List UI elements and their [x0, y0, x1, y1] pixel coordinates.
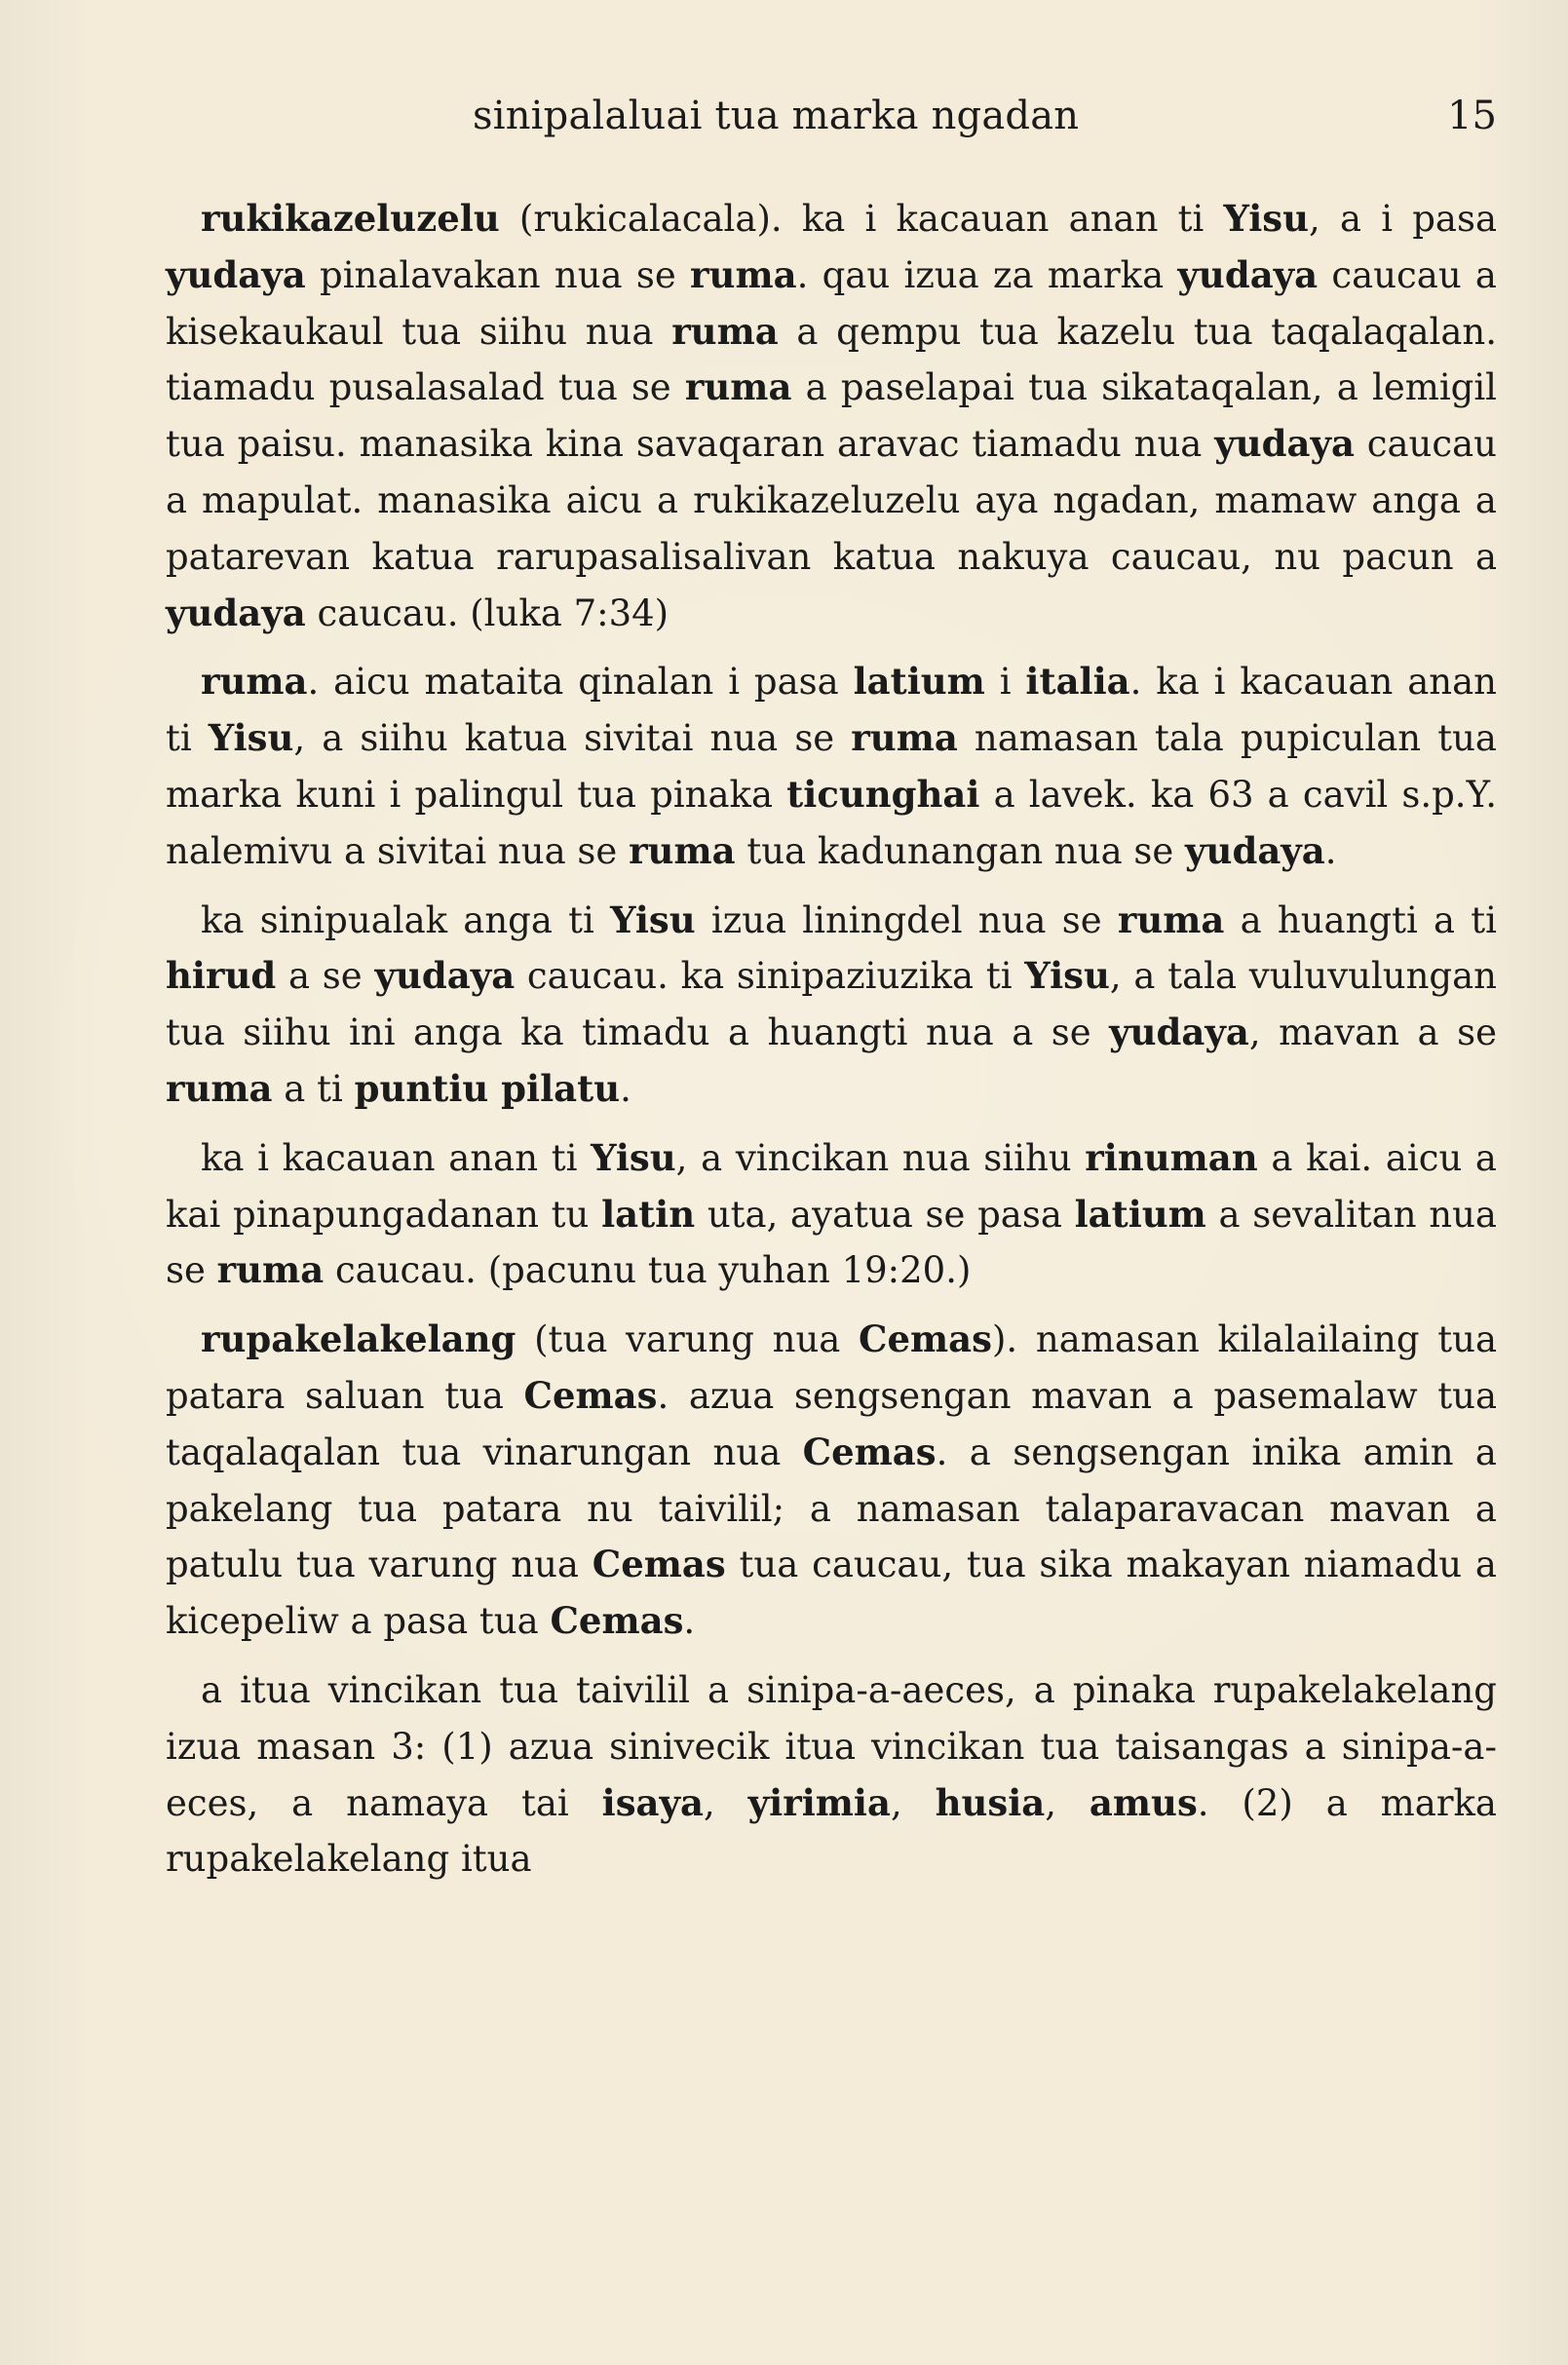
document-body [166, 191, 1497, 1888]
bold-word: hirud [166, 954, 277, 998]
body-text: . [683, 1600, 696, 1643]
bold-word: yudaya [1185, 828, 1325, 872]
bold-word: yudaya [374, 954, 516, 998]
bold-word: rinuman [1085, 1135, 1258, 1179]
entry-term: rukikazeluzelu [201, 197, 500, 240]
bold-word: Yisu [1223, 197, 1310, 240]
bold-word: yudaya [166, 591, 306, 634]
bold-word: puntiu pilatu [354, 1066, 621, 1110]
body-text: , [703, 1781, 748, 1824]
body-text: a ti [272, 1067, 355, 1110]
bold-word: ruma [216, 1248, 325, 1292]
body-text: , a siihu katua sivitai nua se [293, 717, 852, 760]
body-text: uta, ayatua se pasa [695, 1193, 1075, 1236]
bold-word: ruma [684, 365, 792, 409]
bold-word: ticunghai [786, 772, 980, 816]
bold-word: ruma [671, 309, 779, 353]
bold-word: Yisu [1024, 954, 1110, 998]
body-text: pinalavakan nua se [305, 253, 691, 296]
bold-word: latin [601, 1192, 696, 1236]
bold-word: yudaya [1214, 422, 1355, 466]
paragraph [166, 1312, 1497, 1650]
body-text: a kai. aicu a kai pinapungadanan tu [166, 1136, 1497, 1236]
bold-word: Cemas [550, 1599, 684, 1643]
bold-word: latium [1074, 1192, 1206, 1236]
bold-word: isaya [601, 1780, 704, 1824]
bold-word: Cemas [523, 1373, 658, 1417]
body-text: a sevalitan nua se [166, 1193, 1497, 1292]
body-text: izua liningdel nua se [695, 898, 1118, 941]
body-text: ). namasan kilalailaing tua patara saluan tua [166, 1318, 1497, 1417]
body-text: (rukicalacala). ka i kacauan anan ti [499, 198, 1224, 240]
bold-word: Cemas [592, 1543, 726, 1586]
bold-word: latium [853, 660, 985, 704]
body-text: tua caucau, tua sika makayan niamadu a kicepeliw a pasa tua [166, 1544, 1497, 1643]
paragraph [166, 893, 1497, 1118]
paragraph [166, 654, 1497, 879]
paragraph [166, 191, 1497, 641]
bold-word: amus [1089, 1780, 1198, 1824]
bold-word: yirimia [747, 1780, 891, 1824]
bold-word: yudaya [1177, 252, 1319, 296]
body-text: a itua vincikan tua taivilil a sinipa-a-aeces, a pinaka rupakelakelang izua masan 3: (1) azua sinivecik itua vincikan tua taisangas a sinipa-a-eces, a namaya tai [166, 1668, 1497, 1824]
bold-word: husia [935, 1780, 1046, 1824]
body-text: . (2) a marka rupakelakelang itua [166, 1781, 1497, 1881]
bold-word: Yisu [610, 897, 696, 941]
paragraph [166, 1662, 1497, 1888]
body-text: , [1045, 1781, 1090, 1824]
body-text: caucau. ka sinipaziuzika ti [515, 955, 1025, 998]
body-text: a paselapai tua sikataqalan, a lemigil tua paisu. manasika kina savaqaran aravac tiamadu nua [166, 366, 1498, 466]
body-text: ka i kacauan anan ti [201, 1136, 592, 1179]
body-text: i [984, 661, 1026, 704]
body-text: a se [276, 955, 375, 998]
bold-word: yudaya [166, 252, 306, 296]
body-text: . qau izua za marka [796, 253, 1178, 296]
page-header [166, 76, 1497, 158]
body-text: , a tala vuluvulungan tua siihu ini anga ka timadu a huangti nua a se [166, 955, 1497, 1054]
bold-word: Yisu [208, 716, 294, 760]
body-text: namasan tala pupiculan tua marka kuni i palingul tua pinaka [166, 717, 1497, 816]
page-number: 15 [1447, 94, 1497, 138]
bold-word: italia [1025, 660, 1130, 704]
paragraph [166, 1130, 1497, 1299]
body-text: a huangti a ti [1224, 898, 1497, 941]
bold-word: Cemas [859, 1317, 992, 1361]
bold-word: Yisu [591, 1135, 676, 1179]
bold-word: ruma [629, 828, 736, 872]
body-text: tua kadunangan nua se [735, 829, 1186, 872]
body-text: caucau a kisekaukaul tua siihu nua [166, 253, 1497, 353]
body-text: . a sengsengan inika amin a pakelang tua patara nu taivilil; a namasan talaparavacan mavan a patulu tua varung nua [166, 1430, 1497, 1586]
bold-word: Cemas [802, 1430, 937, 1473]
body-text: . [620, 1067, 631, 1110]
bold-word: ruma [166, 1066, 273, 1110]
bold-word: ruma [851, 716, 958, 760]
bold-word: yudaya [1109, 1011, 1249, 1054]
body-text: , [890, 1781, 936, 1824]
body-text: (tua varung nua [516, 1318, 860, 1361]
body-text: caucau a mapulat. manasika aicu a rukikazeluzelu aya ngadan, mamaw anga a patarevan katua rarupasalisalivan katua nakuya caucau, nu pacun a [166, 423, 1498, 578]
body-text: , a vincikan nua siihu [675, 1136, 1086, 1179]
bold-word: ruma [690, 252, 797, 296]
body-text: a lavek. ka 63 a cavil s.p.Y. nalemivu a sivitai nua se [166, 773, 1497, 872]
body-text: . [1324, 829, 1337, 872]
body-text: a qempu tua kazelu tua taqalaqalan. tiamadu pusalasalad tua se [166, 310, 1497, 409]
body-text: . azua sengsengan mavan a pasemalaw tua taqalaqalan tua vinarungan nua [166, 1374, 1498, 1473]
entry-term: rupakelakelang [201, 1317, 516, 1361]
bold-word: ruma [1117, 897, 1225, 941]
entry-term: ruma [201, 660, 308, 704]
body-text: , mavan a se [1248, 1011, 1497, 1054]
body-text: , a i pasa [1309, 198, 1497, 240]
body-text: caucau. (pacunu tua yuhan 19:20.) [324, 1249, 972, 1292]
body-text: caucau. (luka 7:34) [305, 591, 669, 634]
body-text: . aicu mataita qinalan i pasa [307, 661, 854, 704]
running-head: sinipalaluai tua marka ngadan [473, 94, 1080, 138]
body-text: ka sinipualak anga ti [201, 898, 611, 941]
body-text: . ka i kacauan anan ti [166, 661, 1497, 760]
